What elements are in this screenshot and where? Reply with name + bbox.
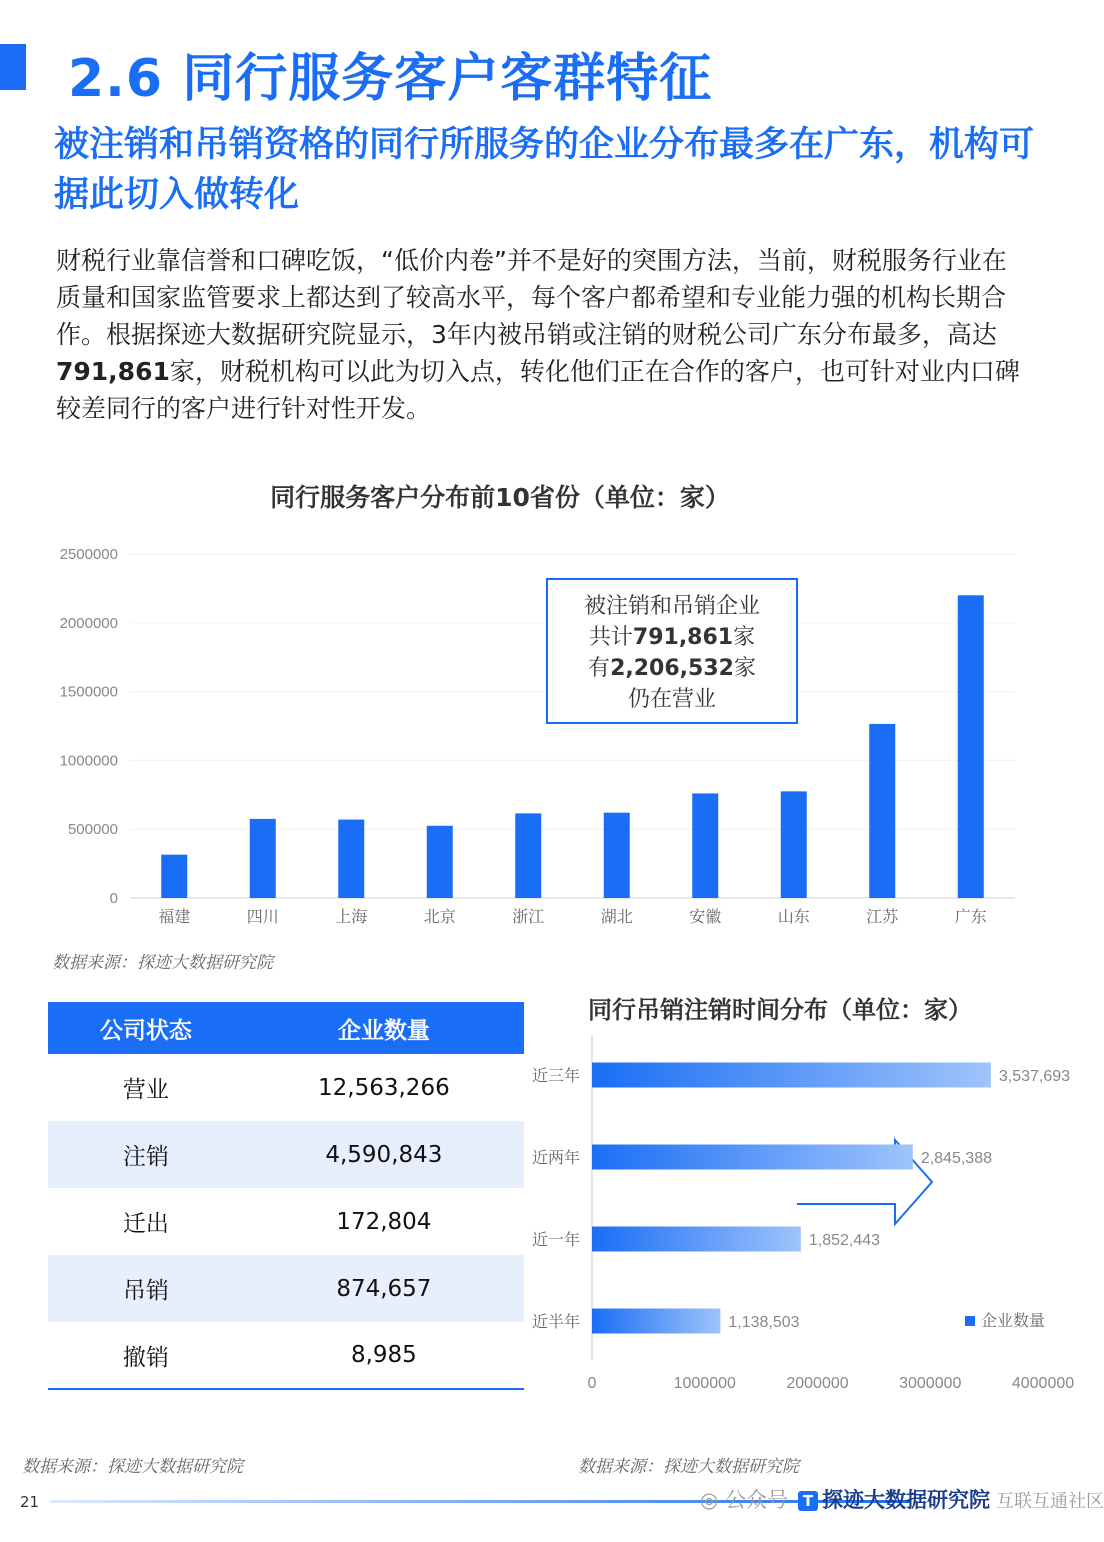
table-source: 数据来源：探迹大数据研究院 — [22, 1457, 243, 1477]
callout-line2 — [548, 622, 796, 653]
title-accent-bar — [0, 44, 26, 90]
table-cell-count: 4,590,843 — [244, 1121, 524, 1188]
callout-line4: 仍在营业 — [627, 687, 716, 712]
callout-line3-suffix: 家 — [733, 656, 756, 681]
bar — [338, 820, 364, 898]
footer-brand — [700, 1484, 1104, 1514]
table-cell-status: 营业 — [122, 1077, 169, 1103]
x-tick-label: 福建 — [158, 909, 191, 926]
x-tick-label: 2000000 — [786, 1375, 849, 1392]
table-header-row — [48, 1002, 524, 1054]
y-category-label: 近半年 — [531, 1314, 580, 1331]
table-row — [48, 1188, 524, 1255]
bar — [515, 813, 541, 898]
chart1-source: 数据来源：探迹大数据研究院 — [52, 953, 273, 973]
data-label: 2,845,388 — [920, 1150, 993, 1167]
bar — [592, 1227, 801, 1252]
x-tick-label: 江苏 — [866, 909, 899, 926]
bar — [958, 595, 984, 898]
chart1-title: 同行服务客户分布前10省份（单位：家） — [270, 483, 730, 512]
bar — [592, 1063, 991, 1088]
table-header-count: 企业数量 — [244, 1002, 524, 1054]
callout-line2-prefix: 共计 — [588, 625, 633, 650]
company-status-table — [48, 1002, 524, 1390]
wechat-icon: ◎ — [700, 1488, 725, 1512]
callout-line3-prefix: 有 — [588, 656, 611, 681]
callout-line3-value: 2,206,532 — [610, 656, 734, 681]
data-label: 3,537,693 — [998, 1068, 1071, 1085]
body-text-before: 财税行业靠信誉和口碑吃饭，“低价内卷”并不是好的突围方法，当前，财税服务行业在质量和国家监管要求上都达到了较高水平，每个客户都希望和专业能力强的机构长期合作。根据探迹大数据研究院显示，3年内被吊销或注销的财税公司广东分布最多，高达 — [56, 246, 1007, 349]
x-tick-label: 北京 — [423, 909, 456, 926]
table-cell-count: 874,657 — [244, 1255, 524, 1322]
watermark-text: 互联互通社区 — [996, 1491, 1104, 1512]
table-row — [48, 1322, 524, 1389]
table-header-status: 公司状态 — [48, 1002, 244, 1054]
brand-name: 探迹大数据研究院 — [822, 1488, 990, 1512]
wechat-label: 公众号 — [725, 1488, 788, 1512]
table-cell-count: 8,985 — [244, 1322, 524, 1389]
time-distribution-bar-chart — [520, 1030, 1080, 1410]
table-row — [48, 1121, 524, 1188]
page-number: 21 — [20, 1493, 40, 1511]
x-tick-label: 安徽 — [689, 909, 722, 926]
callout-line2-value: 791,861 — [632, 625, 734, 650]
body-text-after: 家，财税机构可以此为切入点，转化他们正在合作的客户，也可针对业内口碑较差同行的客户进行针对性开发。 — [56, 357, 1020, 423]
y-tick-label: 1000000 — [59, 752, 118, 770]
bar — [692, 793, 718, 898]
bar — [781, 791, 807, 898]
page-subtitle: 被注销和吊销资格的同行所服务的企业分布最多在广东，机构可据此切入做转化 — [54, 125, 1035, 215]
data-label: 1,138,503 — [728, 1314, 800, 1331]
bar — [161, 855, 187, 898]
table-row — [48, 1054, 524, 1121]
x-tick-label: 4000000 — [1011, 1375, 1075, 1392]
province-bar-chart — [0, 530, 1080, 950]
bar — [592, 1309, 720, 1334]
x-tick-label: 山东 — [777, 909, 810, 926]
body-paragraph — [56, 242, 1026, 427]
x-tick-label: 1000000 — [673, 1375, 736, 1392]
y-tick-label: 2500000 — [59, 546, 118, 563]
callout-line3 — [548, 653, 796, 684]
x-tick-label: 四川 — [246, 909, 279, 926]
x-tick-label: 上海 — [335, 909, 368, 926]
legend-label: 企业数量 — [981, 1313, 1046, 1330]
y-category-label: 近三年 — [531, 1068, 580, 1085]
y-tick-label: 500000 — [67, 821, 118, 839]
x-tick-label: 湖北 — [600, 909, 633, 926]
table-cell-status: 迁出 — [122, 1211, 169, 1237]
y-category-label: 近两年 — [531, 1150, 580, 1167]
y-category-label: 近一年 — [531, 1232, 580, 1249]
y-tick-label: 0 — [109, 890, 118, 907]
table-cell-count: 12,563,266 — [318, 1074, 450, 1101]
y-tick-label: 2000000 — [59, 614, 118, 632]
callout-box — [546, 578, 798, 724]
bar — [869, 724, 895, 898]
bar — [427, 826, 453, 898]
callout-line2-suffix: 家 — [733, 625, 756, 650]
table-cell-status: 撤销 — [48, 1322, 244, 1389]
table-cell-count: 172,804 — [336, 1208, 432, 1235]
callout-line1: 被注销和吊销企业 — [583, 594, 760, 619]
x-tick-label: 3000000 — [899, 1375, 962, 1392]
table-cell-status: 注销 — [48, 1121, 244, 1188]
table-row — [48, 1255, 524, 1322]
chart2-title: 同行吊销注销时间分布（单位：家） — [588, 996, 972, 1024]
bar — [604, 813, 630, 898]
table-cell-status: 吊销 — [48, 1255, 244, 1322]
bar — [592, 1145, 913, 1170]
data-label: 1,852,443 — [808, 1232, 881, 1249]
chart2-source: 数据来源：探迹大数据研究院 — [578, 1457, 799, 1477]
bar — [250, 819, 276, 898]
x-tick-label: 浙江 — [512, 909, 545, 926]
legend-swatch — [965, 1316, 975, 1326]
brand-logo-icon: T — [798, 1491, 818, 1511]
y-tick-label: 1500000 — [59, 683, 118, 701]
page-title: 2.6 同行服务客户客群特征 — [68, 49, 713, 109]
x-tick-label: 广东 — [954, 909, 987, 926]
x-tick-label: 0 — [587, 1375, 597, 1392]
body-highlight-value: 791,861 — [56, 357, 170, 386]
